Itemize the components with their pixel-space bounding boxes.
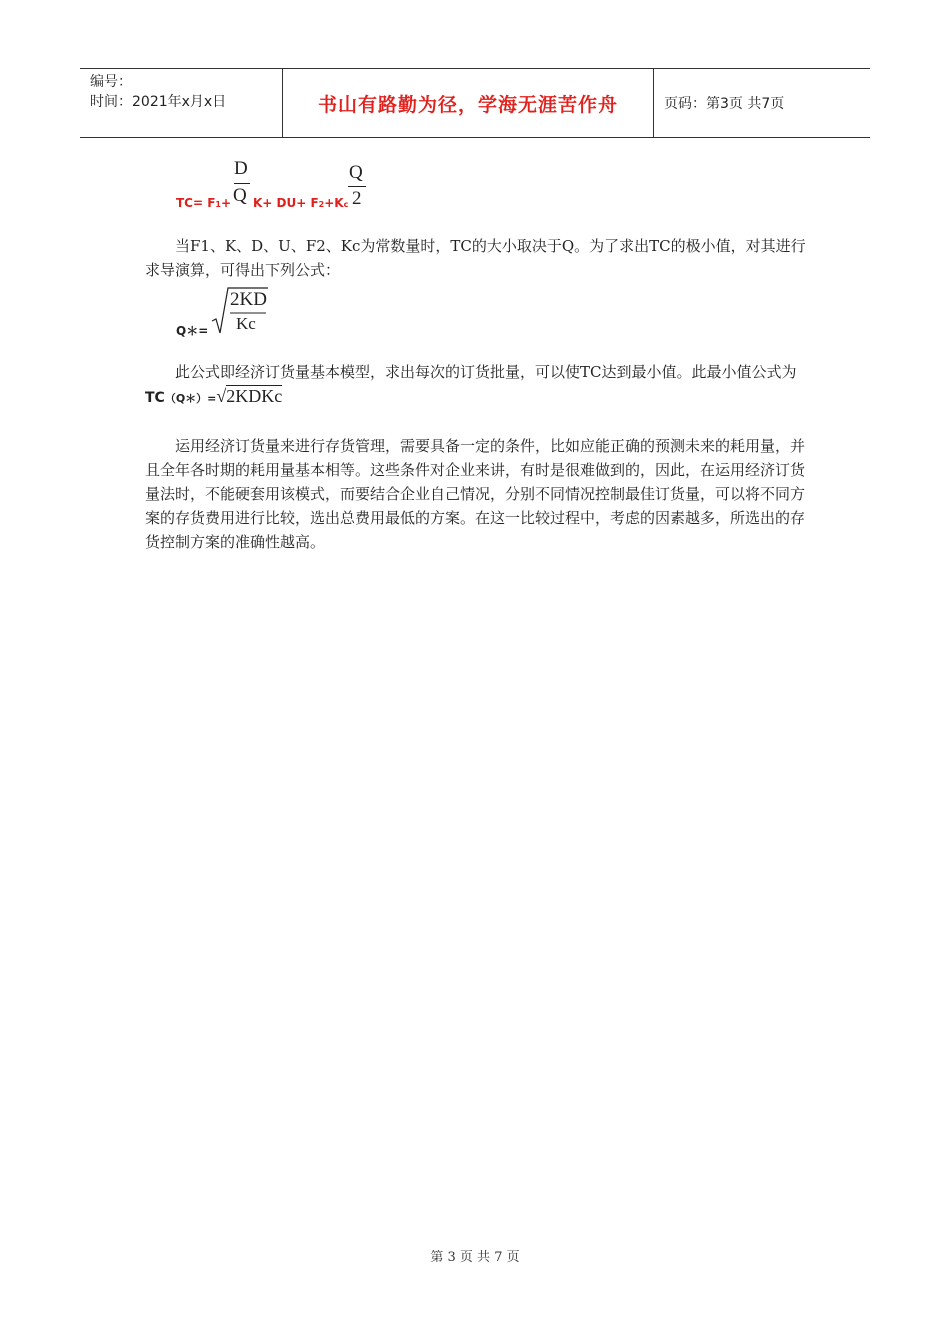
formula-sub-1: 1 xyxy=(215,200,221,209)
eoq-numerator: 2KD xyxy=(230,289,267,310)
formula-tc-line xyxy=(176,196,231,210)
header-motto: 书山有路勤为径，学海无涯苦作舟 xyxy=(282,69,654,137)
document-date: 时间：2021年x月x日 xyxy=(90,94,227,110)
min-cost-label: TC xyxy=(145,390,165,406)
fraction-1-numerator: D xyxy=(234,158,248,179)
min-cost-radical xyxy=(216,386,282,406)
page-header xyxy=(80,68,870,138)
formula-plus-1: + xyxy=(221,196,232,210)
formula-tc-middle xyxy=(253,196,348,210)
header-meta xyxy=(80,69,282,137)
formula-sub-c: c xyxy=(343,200,349,209)
eoq-denominator: Kc xyxy=(236,314,256,333)
min-cost-radicand: 2KDKc xyxy=(226,386,283,406)
min-cost-root-sign: √ xyxy=(216,386,227,406)
formula-sub-2: 2 xyxy=(318,200,325,209)
document-number: 编号： xyxy=(90,74,132,90)
page-footer: 第 3 页 共 7 页 xyxy=(430,1250,520,1265)
eoq-formula xyxy=(176,285,296,341)
header-page-number: 页码：第3页 共7页 xyxy=(664,96,785,112)
eoq-label: Q＊= xyxy=(176,324,209,338)
fraction-2-denominator: 2 xyxy=(352,188,362,209)
fraction-1-bar xyxy=(234,183,250,184)
total-cost-formula xyxy=(176,158,436,214)
min-cost-paren: （Q＊）= xyxy=(164,392,217,405)
formula-middle: K+ DU+ F xyxy=(253,196,319,210)
formula-tc-prefix: TC= F xyxy=(176,196,216,210)
paragraph-application: 运用经济订货量来进行存货管理，需要具备一定的条件，比如应能正确的预测未来的耗用量，并且全年各时期的耗用量基本相等。这些条件对企业来讲，有时是很难做到的，因此，在运用经济订货量法时，不能硬套用该模式，而要结合企业自己情况，分别不同情况控制最佳订货量，可以将不同方案的存货费用进行比较，选出总费用最低的方案。在这一比较过程中，考虑的因素越多，所选出的存货控制方案的准确性越高。 xyxy=(145,437,806,551)
paragraph-derivation: 当F1、K、D、U、F2、Kc为常数量时，TC的大小取决于Q。为了求出TC的极小值，对其进行求导演算，可得出下列公式： xyxy=(145,237,806,279)
fraction-2-numerator: Q xyxy=(349,162,363,183)
paragraph-model xyxy=(145,360,810,411)
fraction-2-bar xyxy=(348,186,366,187)
fraction-1-denominator: Q xyxy=(233,185,247,206)
paragraph-model-text: 此公式即经济订货量基本模型，求出每次的订货批量，可以使TC达到最小值。此最小值公式为 xyxy=(175,363,797,381)
formula-plus-2: +K xyxy=(324,196,344,210)
